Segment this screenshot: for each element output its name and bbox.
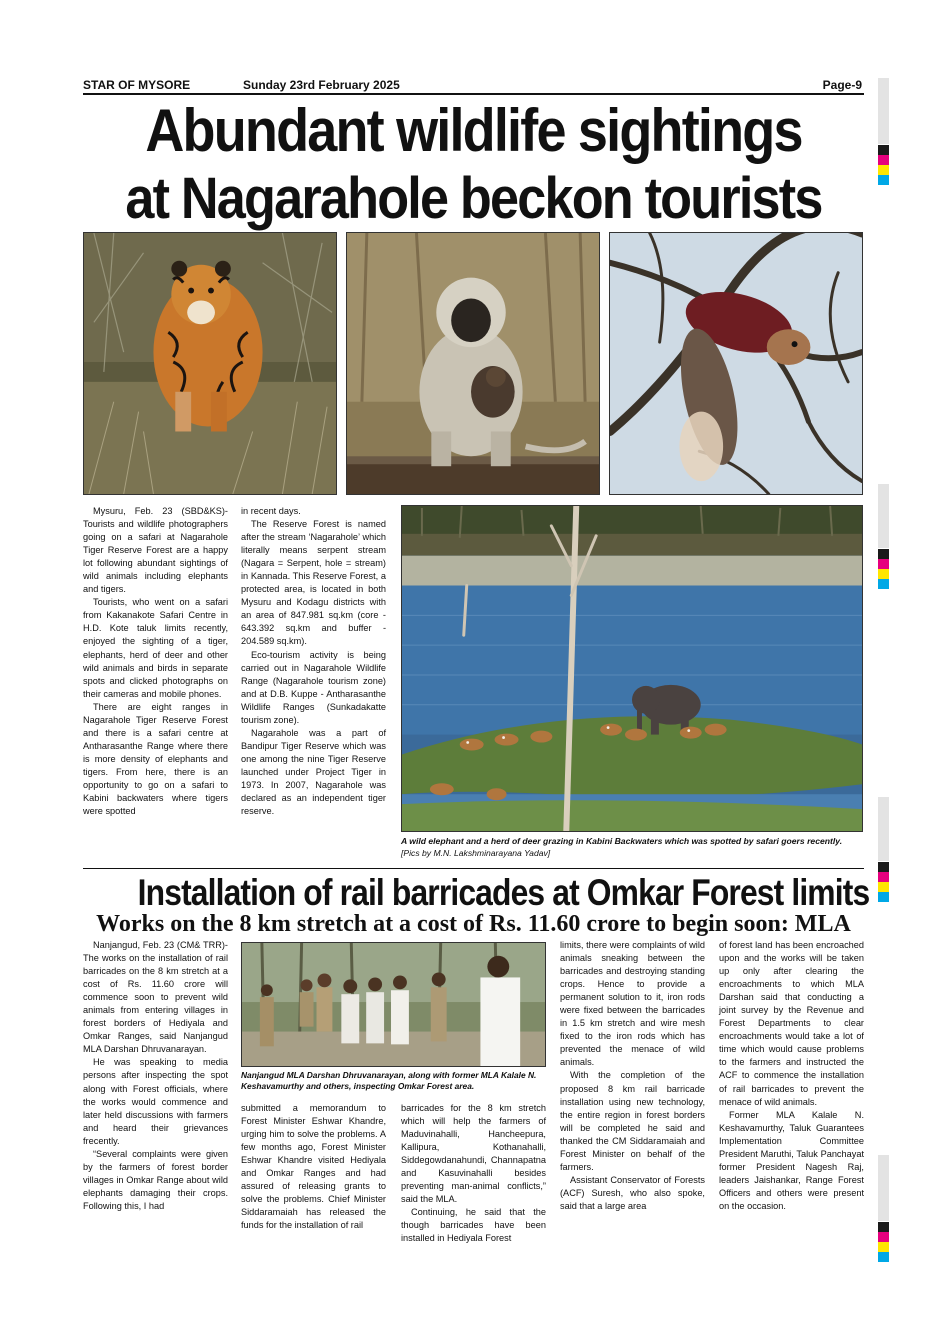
reg-cyan xyxy=(878,579,889,589)
tiger-photo xyxy=(83,232,337,495)
story2-col1-para: “Several complaints were given by the farmers of forest border villages in Omkar Range about wild elephants damaging their crops. Following this, I had xyxy=(83,1148,228,1211)
story2-col5-para: of forest land has been encroached upon and the works will be taken up only after clearing the encroachments to which MLA Darshan said that conducting a joint survey by the Revenue and Forest Departments to clear encroachments would take a lot of time which would cause problems to the farmers and instructed the ACF to commence the installation of rail barricades to prevent the menace of wild animals. xyxy=(719,940,864,1107)
section-divider xyxy=(83,868,864,869)
story2-subheadline: Works on the 8 km stretch at a cost of Rs. 11.60 crore to begin soon: MLA xyxy=(96,911,851,937)
story2-col2-para: submitted a memorandum to Forest Minister Eshwar Khandre, urging him to solve the problems. A few months ago, Forest Minister Eshwar Khandre visited Hediyala and Omkar Ranges and had assured of releasing grants to solve the problems. Chief Minister Siddaramaiah has released the funds for the installation of rail xyxy=(241,1103,386,1231)
officials-inspection-photo xyxy=(241,942,546,1067)
reg-cyan xyxy=(878,892,889,902)
reg-grey-bar xyxy=(878,78,889,144)
story2-col4-para: With the completion of the proposed 8 km rail barricade installation using new technology, the entire region in forest borders will be completed he said and thanked the CM Siddaramaiah and Forest Minister on behalf of the farmers. xyxy=(560,1070,705,1172)
langur-photo xyxy=(346,232,600,495)
story2-column-2 xyxy=(241,1102,386,1232)
issue-date: Sunday 23rd February 2025 xyxy=(243,78,400,92)
photo-credit: [Pics by M.N. Lakshminarayana Yadav] xyxy=(401,847,551,858)
backwaters-caption xyxy=(401,836,863,859)
inspection-caption xyxy=(241,1070,546,1093)
reg-grey-bar xyxy=(878,1155,889,1221)
story2-col5-para: Former MLA Kalale N. Keshavamurthy, Taluk Guarantees Implementation Committee President Maruthi, Taluk Panchayat former President Nagesh Raj, leaders Jaishankar, Range Forest Officers and others were present on the occasion. xyxy=(719,1109,864,1211)
story2-headline: Installation of rail barricades at Omkar Forest limits xyxy=(137,872,870,913)
story1-col2-para: in recent days. xyxy=(241,506,301,516)
story1-column-1 xyxy=(83,505,228,818)
page-number: Page-9 xyxy=(822,78,862,92)
reg-cyan xyxy=(878,1252,889,1262)
headline-line-1: Abundant wildlife sightings xyxy=(145,97,802,164)
story2-col4-para: limits, there were complaints of wild animals sneaking between the barricades and destroying standing crops. Hence to provide a permanent solution to it, iron rods were fixed between the barricades in 1.5 km stretch and wire mesh fixed to the iron rods which has prevented the menace of wild animals. xyxy=(560,940,705,1068)
story2-col3-para: Continuing, he said that the though barricades have been installed in Hediyala Forest xyxy=(401,1207,546,1244)
reg-magenta xyxy=(878,1232,889,1242)
story2-col4-para: Assistant Conservator of Forests (ACF) Suresh, who also spoke, said that a large area xyxy=(560,1174,705,1211)
story2-column-5 xyxy=(719,939,864,1213)
story1-col2-para: Eco-tourism activity is being carried out in Nagarahole Wildlife Range (Nagarahole tourism zone) and at D.B. Kuppe - Antharasanthe Wildlife Ranges (Sunkadakatte tourism zone). xyxy=(241,649,386,725)
story2-column-3 xyxy=(401,1102,546,1246)
story2-column-4 xyxy=(560,939,705,1213)
reg-black xyxy=(878,1222,889,1232)
reg-cyan xyxy=(878,175,889,185)
reg-magenta xyxy=(878,155,889,165)
story1-col2-para: Nagarahole was a part of Bandipur Tiger Reserve which was one among the nine Tiger Reserve launched under Project Tiger in 1973. In 2007, Nagarahole was declared as an independent tiger reserve. xyxy=(241,727,386,817)
reg-black xyxy=(878,145,889,155)
masthead xyxy=(83,78,864,95)
elephant-deer-photo xyxy=(401,505,863,832)
story2-col1-para: Nanjangud, Feb. 23 (CM& TRR)- The works on the installation of rail barricades on the 8 km stretch at a cost of Rs. 11.60 crore will commence soon to prevent wild animals from entering villages in forest borders of Hediyala and Omkar Ranges, said Nanjangud MLA Darshan Dhruvanarayan. xyxy=(83,940,228,1055)
story2-col3-para: barricades for the 8 km stretch which will help the farmers of Maduvinahalli, Hancheepura, Kallipura, Kothanahalli, Siddegowdanahundi, Channapatna and Kasuvinahalli besides preventing man-animal conflicts,” said the MLA. xyxy=(401,1103,546,1205)
caption-text: Nanjangud MLA Darshan Dhruvanarayan, along with former MLA Kalale N. Keshavamurthy and others, inspecting Omkar Forest area. xyxy=(241,1070,537,1092)
story1-col1-para: There are eight ranges in Nagarahole Tiger Reserve Forest and there is a safari centre at Antharasanthe Range where there is more density of elephants and tigers. From here, there is an opportunity to go on a safari to Kabini backwaters where tigers were spotted xyxy=(83,701,228,817)
reg-magenta xyxy=(878,559,889,569)
story1-column-2 xyxy=(241,505,386,818)
reg-yellow xyxy=(878,882,889,892)
reg-black xyxy=(878,549,889,559)
reg-yellow xyxy=(878,569,889,579)
reg-yellow xyxy=(878,165,889,175)
reg-grey-bar xyxy=(878,797,889,861)
caption-text: A wild elephant and a herd of deer grazing in Kabini Backwaters which was spotted by safari goers recently. xyxy=(401,836,843,846)
headline-line-2: at Nagarahole beckon tourists xyxy=(125,166,822,231)
reg-black xyxy=(878,862,889,872)
story1-col2-para: The Reserve Forest is named after the stream ‘Nagarahole’ which literally means serpent stream (Nagara = Serpent, hole = stream) in Kannada. This Reserve Forest, a protected area, is located in both Mysuru and Kodagu districts with an area of 847.981 sq.km (core - 643.392 sq.km and buffer - 204.589 sq.km). xyxy=(241,519,386,647)
reg-yellow xyxy=(878,1242,889,1252)
reg-magenta xyxy=(878,872,889,882)
story2-column-1 xyxy=(83,939,228,1213)
story1-col1-para: Tourists, who went on a safari from Kakanakote Safari Centre in H.D. Kote taluk limits recently, enjoyed the sighting of a tiger, elephants, herd of deer and other wild animals and birds in separate spots and clicked photographs on their cameras and mobile phones. xyxy=(83,597,228,699)
story2-col1-para: He was speaking to media persons after inspecting the spot along with Forest officials, where the works would commence and later held discussions with farmers and heard their grievances frecently. xyxy=(83,1057,228,1146)
newspaper-name: STAR OF MYSORE xyxy=(83,78,191,92)
story1-col1-para: Mysuru, Feb. 23 (SBD&KS)-Tourists and wildlife photographers going on a safari at Nagarahole Tiger Reserve Forest are a happy lot following abundant sightings of wild animals including elephants and tigers. xyxy=(83,506,228,595)
reg-grey-bar xyxy=(878,484,889,548)
giant-squirrel-photo xyxy=(609,232,863,495)
